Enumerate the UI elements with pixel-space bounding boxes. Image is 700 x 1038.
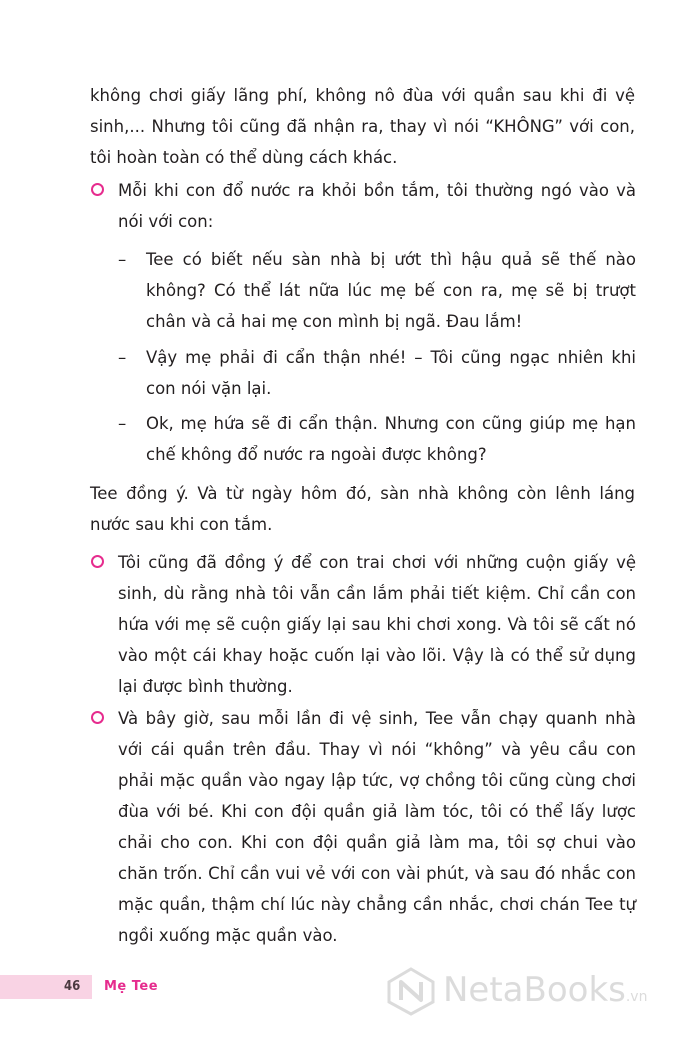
dialogue-line-1: Tee có biết nếu sàn nhà bị ướt thì hậu quả sẽ thế nào không? Có thể lát nữa lúc mẹ bế con ra, mẹ sẽ bị trượt chân và cả hai mẹ con mình bị ngã. Đau lắm! [146, 250, 636, 331]
running-head: Mẹ Tee [104, 979, 159, 994]
paragraph-intro: không chơi giấy lãng phí, không nô đùa với quần sau khi đi vệ sinh,... Nhưng tôi cũng đã nhận ra, thay vì nói “KHÔNG” với con, tôi hoàn toàn có thể dùng cách khác. [90, 86, 635, 167]
hollow-circle-bullet-icon [90, 710, 105, 725]
dialogue-dash: – [118, 414, 127, 433]
bullet-toilet-paper: Tôi cũng đã đồng ý để con trai chơi với những cuộn giấy vệ sinh, dù rằng nhà tôi vẫn cần lắm phải tiết kiệm. Chỉ cần con hứa với mẹ sẽ cuộn giấy lại sau khi chơi xong. Và tôi sẽ cất nó vào một cái khay hoặc cuốn lại vào lõi. Vậy là có thể sử dụng lại được bình thường. [118, 553, 636, 696]
paragraph-tee-agrees: Tee đồng ý. Và từ ngày hôm đó, sàn nhà không còn lênh láng nước sau khi con tắm. [90, 484, 635, 534]
bullet-pants-game: Và bây giờ, sau mỗi lần đi vệ sinh, Tee vẫn chạy quanh nhà với cái quần trên đầu. Thay vì nói “không” và yêu cầu con phải mặc quần vào ngay lập tức, vợ chồng tôi cũng cùng chơi đùa với bé. Khi con đội quần giả làm tóc, tôi có thể lấy lược chải cho con. Khi con đội quần giả làm ma, tôi sợ chui vào chăn trốn. Chỉ cần vui vẻ với con vài phút, và sau đó nhắc con mặc quần, thậm chí lúc này chẳng cần nhắc, chơi chán Tee tự ngồi xuống mặc quần vào. [118, 709, 636, 945]
dialogue-dash: – [118, 250, 127, 269]
bullet-bathtub: Mỗi khi con đổ nước ra khỏi bồn tắm, tôi thường ngó vào và nói với con: [118, 181, 636, 231]
dialogue-line-2: Vậy mẹ phải đi cẩn thận nhé! – Tôi cũng ngạc nhiên khi con nói vặn lại. [146, 348, 636, 398]
watermark [385, 966, 685, 1016]
netabooks-logo-icon [385, 966, 437, 1016]
hollow-circle-bullet-icon [90, 554, 105, 569]
watermark-text: NetaBooks.vn [443, 970, 648, 1010]
dialogue-dash: – [118, 348, 127, 367]
dialogue-line-3: Ok, mẹ hứa sẽ đi cẩn thận. Nhưng con cũng giúp mẹ hạn chế không đổ nước ra ngoài được không? [146, 414, 636, 464]
hollow-circle-bullet-icon [90, 182, 105, 197]
page-number: 46 [64, 979, 81, 994]
